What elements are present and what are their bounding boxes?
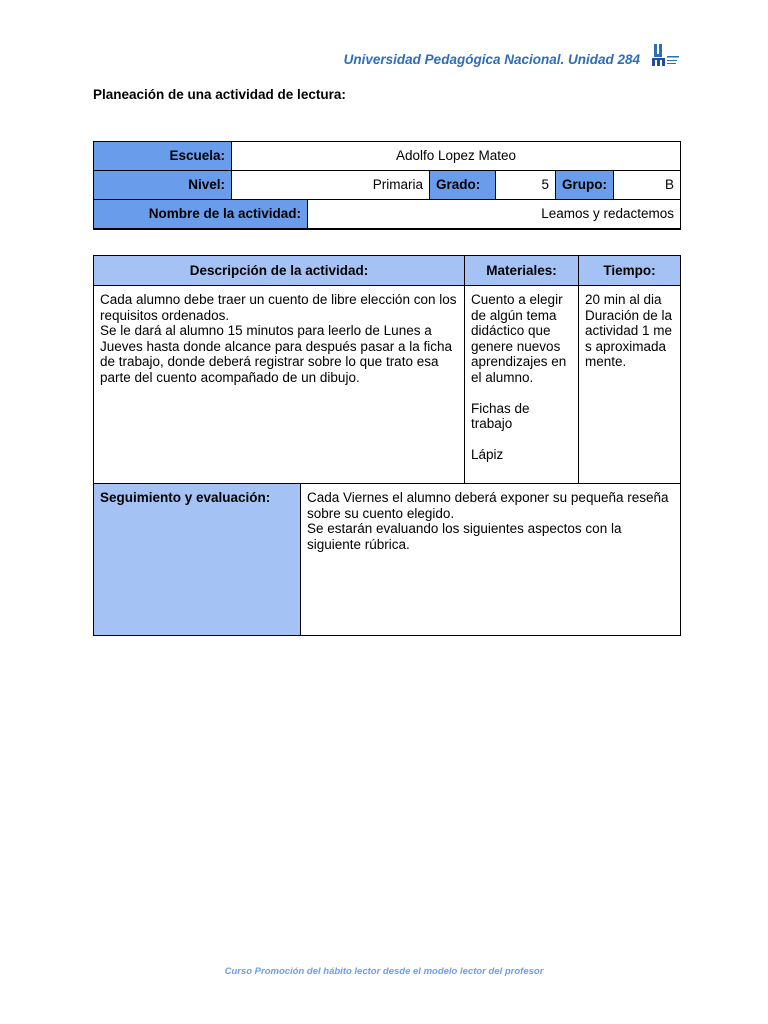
nombre-actividad-label: Nombre de la actividad: (94, 200, 308, 230)
page-header (0, 42, 680, 72)
institution-name: Universidad Pedagógica Nacional. Unidad 284 (343, 52, 640, 67)
nivel-value: Primaria (232, 171, 430, 200)
upn-logo-icon (650, 42, 680, 70)
nombre-actividad-value: Leamos y redactemos (308, 200, 681, 230)
tiempo-text: 20 min al dia Duración de la actividad 1 mes aproximadamente. (579, 286, 681, 484)
grado-value: 5 (496, 171, 556, 200)
seguimiento-text: Cada Viernes el alumno deberá exponer su pequeña reseña sobre su cuento elegido. Se estarán evaluando los siguientes aspectos con la siguiente rúbrica. (301, 484, 681, 636)
activity-table (93, 255, 681, 636)
tiempo-header: Tiempo: (579, 256, 681, 286)
grupo-value: B (614, 171, 681, 200)
grupo-label: Grupo: (556, 171, 614, 200)
escuela-value: Adolfo Lopez Mateo (232, 142, 681, 171)
descripcion-text: Cada alumno debe traer un cuento de libre elección con los requisitos ordenados. Se le dará al alumno 15 minutos para leerlo de Lunes a Jueves hasta donde alcance para después pasar a la ficha de trabajo, donde deberá registrar sobre lo que trato esa parte del cuento acompañado de un dibujo. (94, 286, 465, 484)
page-footer: Curso Promoción del hábito lector desde el modelo lector del profesor (224, 966, 544, 977)
materiales-header: Materiales: (465, 256, 579, 286)
descripcion-header: Descripción de la actividad: (94, 256, 465, 286)
materiales-text: Cuento a elegir de algún tema didáctico que genere nuevos aprendizajes en el alumno. Fichas de trabajo Lápiz (465, 286, 579, 484)
school-info-table (93, 141, 681, 230)
nivel-label: Nivel: (94, 171, 232, 200)
grado-label: Grado: (430, 171, 496, 200)
seguimiento-label: Seguimiento y evaluación: (94, 484, 301, 636)
document-title: Planeación de una actividad de lectura: (93, 87, 346, 102)
escuela-label: Escuela: (94, 142, 232, 171)
